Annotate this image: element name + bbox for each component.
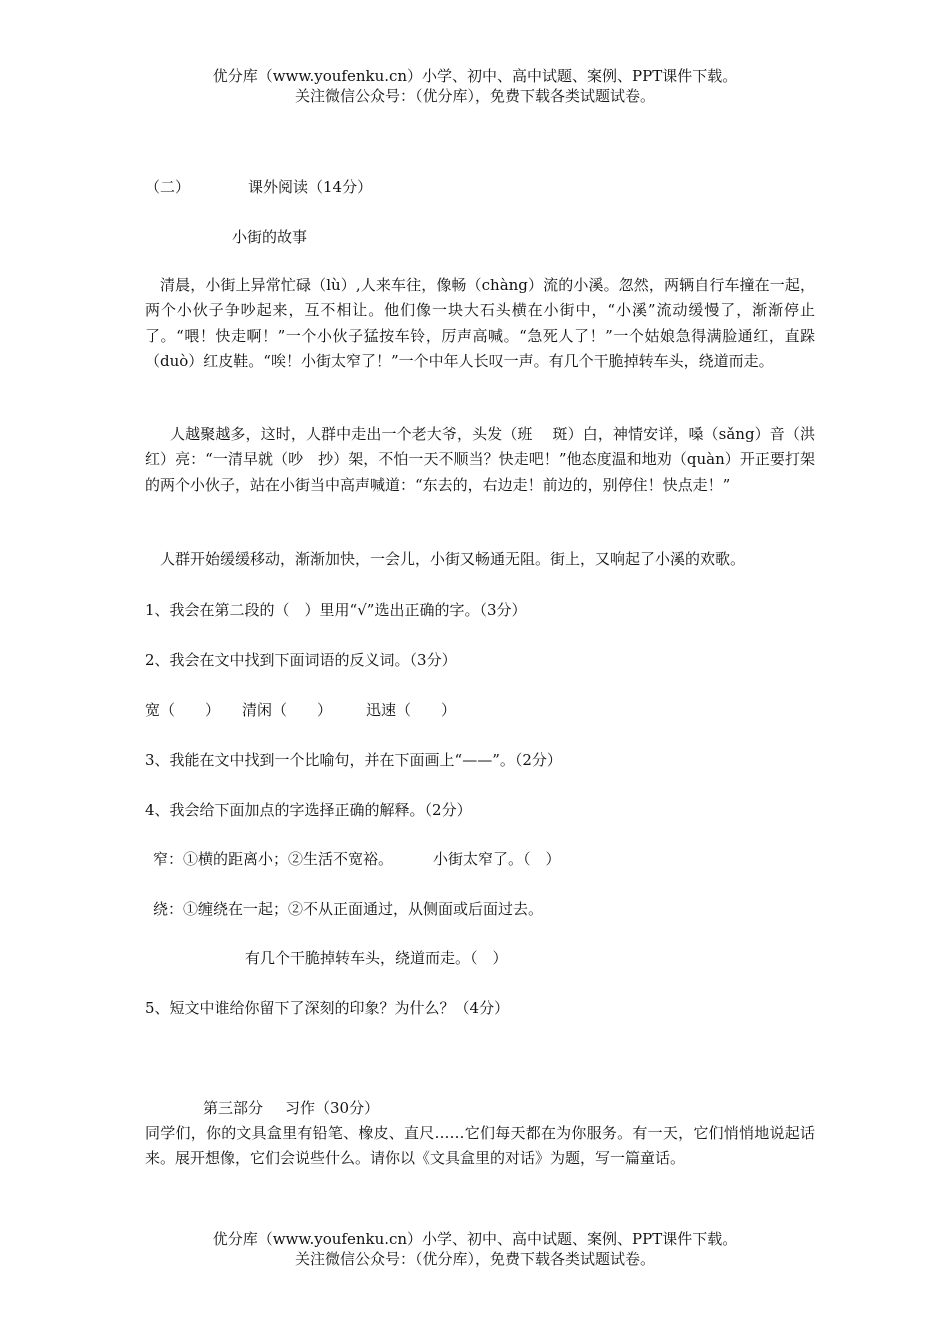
story-title: 小街的故事: [232, 228, 308, 246]
footer-line-1: 优分库（www.youfenku.cn）小学、初中、高中试题、案例、PPT课件下载。: [212, 1230, 738, 1248]
sentence-rao: 有几个干脆掉转车头，绕道而走。（ ）: [245, 949, 508, 967]
header-line-1: 优分库（www.youfenku.cn）小学、初中、高中试题、案例、PPT课件下载。: [212, 67, 738, 85]
part3-heading: [203, 1098, 379, 1118]
antonym-item: 迅速（ ）: [366, 701, 457, 719]
story-paragraph-1: 清晨，小街上异常忙碌（lù）,人来车往，像畅（chàng）流的小溪。忽然，两辆自行车撞在一起，两个小伙子争吵起来，互不相让。他们像一块大石头横在小街中，“小溪”流动缓慢了，渐渐停止了。“喂！快走啊！”一个小伙子猛按车铃，厉声高喊。“急死人了！”一个姑娘急得满脸通红，直跺（duò）红皮鞋。“唉！小街太窄了！”一个中年人长叹一声。有几个干脆掉转车头，绕道而走。: [145, 276, 815, 370]
question-3: 3、我能在文中找到一个比喻句，并在下面画上“——”。（2分）: [145, 751, 562, 769]
definition-zhai: 窄：①横的距离小；②生活不宽裕。: [153, 850, 394, 868]
question-2: 2、我会在文中找到下面词语的反义词。（3分）: [145, 651, 457, 669]
part3-prompt: 同学们，你的文具盒里有铅笔、橡皮、直尺……它们每天都在为你服务。有一天，它们悄悄地说起话来。展开想像，它们会说些什么。请你以《文具盒里的对话》为题，写一篇童话。: [145, 1124, 815, 1168]
antonym-item: 宽（ ）: [145, 701, 221, 719]
part3-title: 习作（30分）: [285, 1099, 380, 1117]
section-heading: [145, 177, 372, 197]
story-paragraph-2: 人越聚越多，这时，人群中走出一个老大爷，头发（班 斑）白，神情安详，嗓（sǎng）音（洪 红）亮：“一清早就（吵 抄）架，不怕一天不顺当？快走吧！”他态度温和地劝（quàn）开正要打架的两个小伙子，站在小街当中高声喊道：“东去的，右边走！前边的，别停住！快点走！”: [145, 425, 831, 494]
question-4-a: [153, 849, 561, 869]
header-line-2: 关注微信公众号：（优分库），免费下载各类试题试卷。: [294, 87, 655, 105]
question-5: 5、短文中谁给你留下了深刻的印象？为什么？（4分）: [145, 999, 510, 1017]
sentence-zhai: 小街太窄了。（ ）: [433, 850, 561, 868]
question-1: 1、我会在第二段的（ ）里用“√”选出正确的字。（3分）: [145, 601, 527, 619]
section-title: 课外阅读（14分）: [248, 178, 373, 196]
question-4: 4、我会给下面加点的字选择正确的解释。（2分）: [145, 801, 472, 819]
section-number: （二）: [145, 178, 191, 196]
footer-line-2: 关注微信公众号：（优分库），免费下载各类试题试卷。: [294, 1250, 655, 1268]
question-2-items: [145, 700, 456, 720]
story-paragraph-3: 人群开始缓缓移动，渐渐加快，一会儿，小街又畅通无阻。街上，又响起了小溪的欢歌。: [160, 550, 746, 568]
antonym-item: 清闲（ ）: [242, 701, 333, 719]
definition-rao: 绕：①缠绕在一起；②不从正面通过，从侧面或后面过去。: [153, 900, 544, 918]
part3-label: 第三部分: [203, 1099, 264, 1117]
